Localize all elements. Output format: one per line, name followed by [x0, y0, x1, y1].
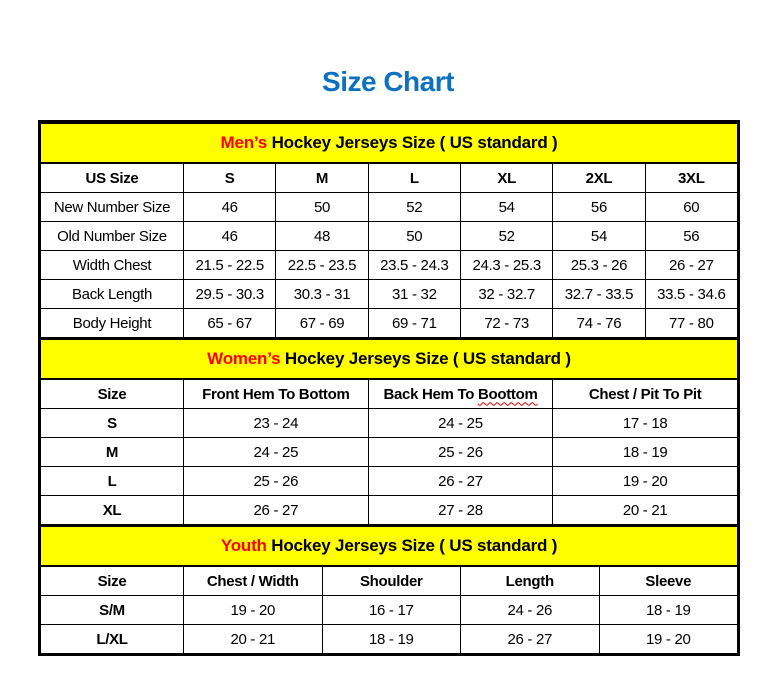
table-row: [41, 193, 738, 222]
size-value: 26 - 27: [368, 467, 553, 496]
size-value: 24.3 - 25.3: [460, 251, 552, 280]
youth-heading-text: Hockey Jerseys Size ( US standard ): [266, 536, 558, 555]
womens-size-table: [40, 338, 738, 525]
col-header: Front Hem To Bottom: [184, 379, 369, 409]
size-value: 74 - 76: [553, 309, 645, 338]
mens-size-table: [40, 122, 738, 338]
womens-section-band: [41, 339, 738, 379]
table-row: [41, 596, 738, 625]
row-label: Old Number Size: [41, 222, 184, 251]
size-value: 18 - 19: [553, 438, 738, 467]
size-value: 50: [276, 193, 368, 222]
page-title: Size Chart: [322, 66, 454, 97]
table-row: [41, 280, 738, 309]
size-value: 20 - 21: [553, 496, 738, 525]
row-label: M: [41, 438, 184, 467]
mens-heading-accent: Men’s: [220, 133, 268, 152]
col-header: US Size: [41, 163, 184, 193]
mens-section-band: [41, 123, 738, 163]
col-header: [368, 379, 553, 409]
size-value: 72 - 73: [460, 309, 552, 338]
size-value: 19 - 20: [184, 596, 323, 625]
size-value: 33.5 - 34.6: [645, 280, 737, 309]
size-value: 54: [553, 222, 645, 251]
table-row: [41, 467, 738, 496]
row-label: L: [41, 467, 184, 496]
womens-section-heading: [41, 339, 738, 379]
size-value: 52: [460, 222, 552, 251]
table-row: [41, 222, 738, 251]
size-value: 56: [645, 222, 737, 251]
mens-header-row: [41, 163, 738, 193]
size-value: 54: [460, 193, 552, 222]
size-value: 25 - 26: [184, 467, 369, 496]
size-value: 46: [184, 193, 276, 222]
col-header: 2XL: [553, 163, 645, 193]
youth-size-table: [40, 525, 738, 654]
size-value: 46: [184, 222, 276, 251]
col-header: M: [276, 163, 368, 193]
youth-header-row: [41, 566, 738, 596]
misspelled-word: Boottom: [477, 385, 538, 403]
row-label: Back Length: [41, 280, 184, 309]
size-value: 24 - 26: [461, 596, 600, 625]
row-label: S: [41, 409, 184, 438]
womens-heading-text: Hockey Jerseys Size ( US standard ): [280, 349, 571, 368]
size-value: 18 - 19: [599, 596, 738, 625]
womens-header-row: [41, 379, 738, 409]
size-value: 22.5 - 23.5: [276, 251, 368, 280]
size-value: 31 - 32: [368, 280, 460, 309]
table-row: [41, 251, 738, 280]
size-value: 67 - 69: [276, 309, 368, 338]
size-value: 77 - 80: [645, 309, 737, 338]
size-value: 52: [368, 193, 460, 222]
row-label: Width Chest: [41, 251, 184, 280]
row-label: New Number Size: [41, 193, 184, 222]
size-chart: [38, 120, 740, 656]
col-header-text: Back Hem To: [383, 385, 478, 403]
table-row: [41, 309, 738, 338]
col-header: Shoulder: [322, 566, 461, 596]
size-value: 26 - 27: [645, 251, 737, 280]
mens-section-heading: [41, 123, 738, 163]
size-value: 21.5 - 22.5: [184, 251, 276, 280]
mens-heading-text: Hockey Jerseys Size ( US standard ): [267, 133, 558, 152]
col-header: Chest / Width: [184, 566, 323, 596]
size-value: 26 - 27: [461, 625, 600, 654]
size-value: 23.5 - 24.3: [368, 251, 460, 280]
size-value: 27 - 28: [368, 496, 553, 525]
row-label: Body Height: [41, 309, 184, 338]
size-value: 30.3 - 31: [276, 280, 368, 309]
size-value: 29.5 - 30.3: [184, 280, 276, 309]
size-value: 24 - 25: [184, 438, 369, 467]
col-header: S: [184, 163, 276, 193]
size-value: 19 - 20: [553, 467, 738, 496]
youth-heading-accent: Youth: [220, 536, 267, 555]
size-value: 16 - 17: [322, 596, 461, 625]
col-header: 3XL: [645, 163, 737, 193]
youth-section-heading: [41, 526, 738, 566]
size-value: 24 - 25: [368, 409, 553, 438]
col-header: Size: [41, 379, 184, 409]
size-value: 20 - 21: [184, 625, 323, 654]
col-header: Chest / Pit To Pit: [553, 379, 738, 409]
size-value: 17 - 18: [553, 409, 738, 438]
col-header: L: [368, 163, 460, 193]
womens-heading-accent: Women’s: [207, 349, 281, 368]
col-header: Size: [41, 566, 184, 596]
size-value: 19 - 20: [599, 625, 738, 654]
row-label: XL: [41, 496, 184, 525]
row-label: L/XL: [41, 625, 184, 654]
size-value: 48: [276, 222, 368, 251]
size-value: 18 - 19: [322, 625, 461, 654]
size-value: 56: [553, 193, 645, 222]
col-header: Length: [461, 566, 600, 596]
size-value: 25 - 26: [368, 438, 553, 467]
table-row: [41, 438, 738, 467]
size-value: 25.3 - 26: [553, 251, 645, 280]
row-label: S/M: [41, 596, 184, 625]
col-header: XL: [460, 163, 552, 193]
size-value: 65 - 67: [184, 309, 276, 338]
youth-section-band: [41, 526, 738, 566]
size-value: 32.7 - 33.5: [553, 280, 645, 309]
size-value: 60: [645, 193, 737, 222]
table-row: [41, 496, 738, 525]
size-value: 50: [368, 222, 460, 251]
size-value: 23 - 24: [184, 409, 369, 438]
table-row: [41, 625, 738, 654]
col-header: Sleeve: [599, 566, 738, 596]
size-value: 69 - 71: [368, 309, 460, 338]
size-value: 26 - 27: [184, 496, 369, 525]
table-row: [41, 409, 738, 438]
size-value: 32 - 32.7: [460, 280, 552, 309]
